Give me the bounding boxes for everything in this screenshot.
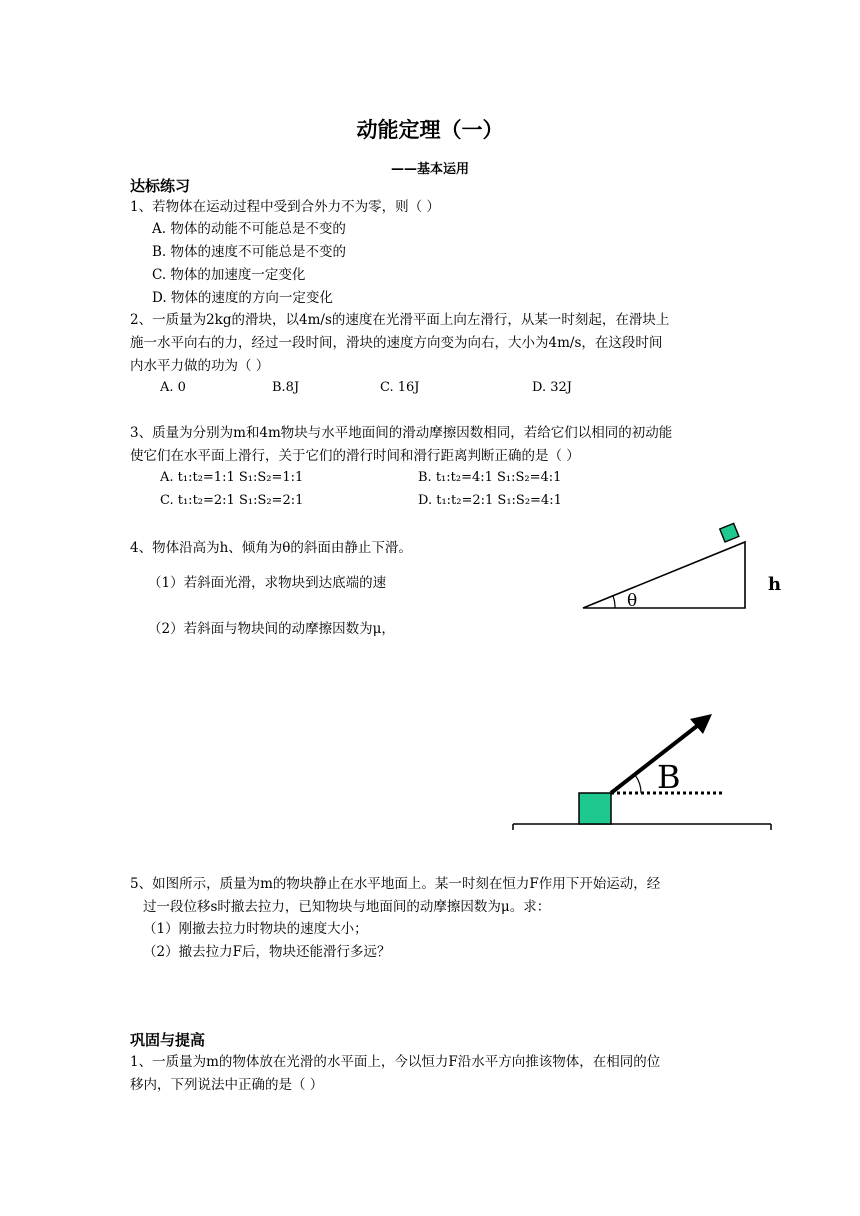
question-4-part-1: （1）若斜面光滑，求物块到达底端的速 (148, 575, 387, 591)
question-3-option-d: D. t₁:t₂=2:1 S₁:S₂=4:1 (418, 493, 562, 508)
section-heading-consolidation: 巩固与提高 (130, 1031, 206, 1049)
problem-1-line: 1、一质量为m的物体放在光滑的水平面上，今以恒力F沿水平方向推该物体，在相同的位 (130, 1054, 661, 1070)
question-2-line: 2、一质量为2kg的滑块，以4m/s的速度在光滑平面上向左滑行，从某一时刻起，在滑块上 (130, 312, 670, 328)
question-2-option-b: B.8J (272, 380, 300, 395)
question-5-part-1: （1）刚撤去拉力时物块的速度大小； (143, 921, 368, 937)
angle-label: B (657, 758, 681, 796)
angle-arc (635, 775, 641, 793)
question-1-option-d: D. 物体的速度的方向一定变化 (152, 290, 333, 306)
question-4-part-2: （2）若斜面与物块间的动摩擦因数为μ， (148, 621, 395, 637)
question-5-line: 过一段位移s时撤去拉力，已知物块与地面间的动摩擦因数为μ。求： (143, 899, 551, 915)
question-3-option-b: B. t₁:t₂=4:1 S₁:S₂=4:1 (418, 470, 562, 485)
question-5-line: 5、如图所示，质量为m的物块静止在水平地面上。某一时刻在恒力F作用下开始运动，经 (130, 876, 661, 892)
question-2-line: 施一水平向右的力，经过一段时间，滑块的速度方向变为向右，大小为4m/s，在这段时间 (130, 335, 663, 351)
question-3-line: 使它们在水平面上滑行，关于它们的滑行时间和滑行距离判断正确的是（ ） (130, 448, 580, 464)
question-2-option-c: C. 16J (380, 380, 420, 395)
page-title: 动能定理（一） (356, 118, 504, 142)
force-arrow (611, 726, 697, 793)
page-subtitle: ——基本运用 (390, 162, 469, 177)
angle-arc (613, 596, 615, 608)
theta-label: θ (627, 591, 638, 611)
incline-triangle (583, 542, 745, 608)
question-3-option-c: C. t₁:t₂=2:1 S₁:S₂=2:1 (160, 493, 304, 508)
section-heading-practice: 达标练习 (130, 177, 191, 195)
problem-1-line: 移内，下列说法中正确的是（ ） (130, 1077, 324, 1093)
force-figure (505, 705, 780, 835)
question-1-option-a: A. 物体的动能不可能总是不变的 (152, 221, 346, 237)
question-1-option-b: B. 物体的速度不可能总是不变的 (152, 244, 347, 260)
question-5-part-2: （2）撤去拉力F后，物块还能滑行多远？ (143, 944, 391, 960)
question-3-line: 3、质量为分别为m和4m物块与水平地面间的滑动摩擦因数相同，若给它们以相同的初动能 (130, 425, 673, 441)
question-2-option-a: A. 0 (160, 380, 186, 395)
question-3-option-a: A. t₁:t₂=1:1 S₁:S₂=1:1 (160, 470, 304, 485)
incline-block (720, 523, 739, 542)
question-1-option-c: C. 物体的加速度一定变化 (152, 267, 306, 283)
question-2-line: 内水平力做的功为（ ） (130, 358, 270, 374)
incline-figure (575, 520, 790, 620)
question-4-stem: 4、物体沿高为h、倾角为θ的斜面由静止下滑。 (130, 540, 412, 556)
block (579, 793, 611, 824)
question-1-stem: 1、若物体在运动过程中受到合外力不为零，则（ ） (130, 199, 440, 215)
height-label: h (768, 574, 782, 595)
question-2-option-d: D. 32J (532, 380, 572, 395)
